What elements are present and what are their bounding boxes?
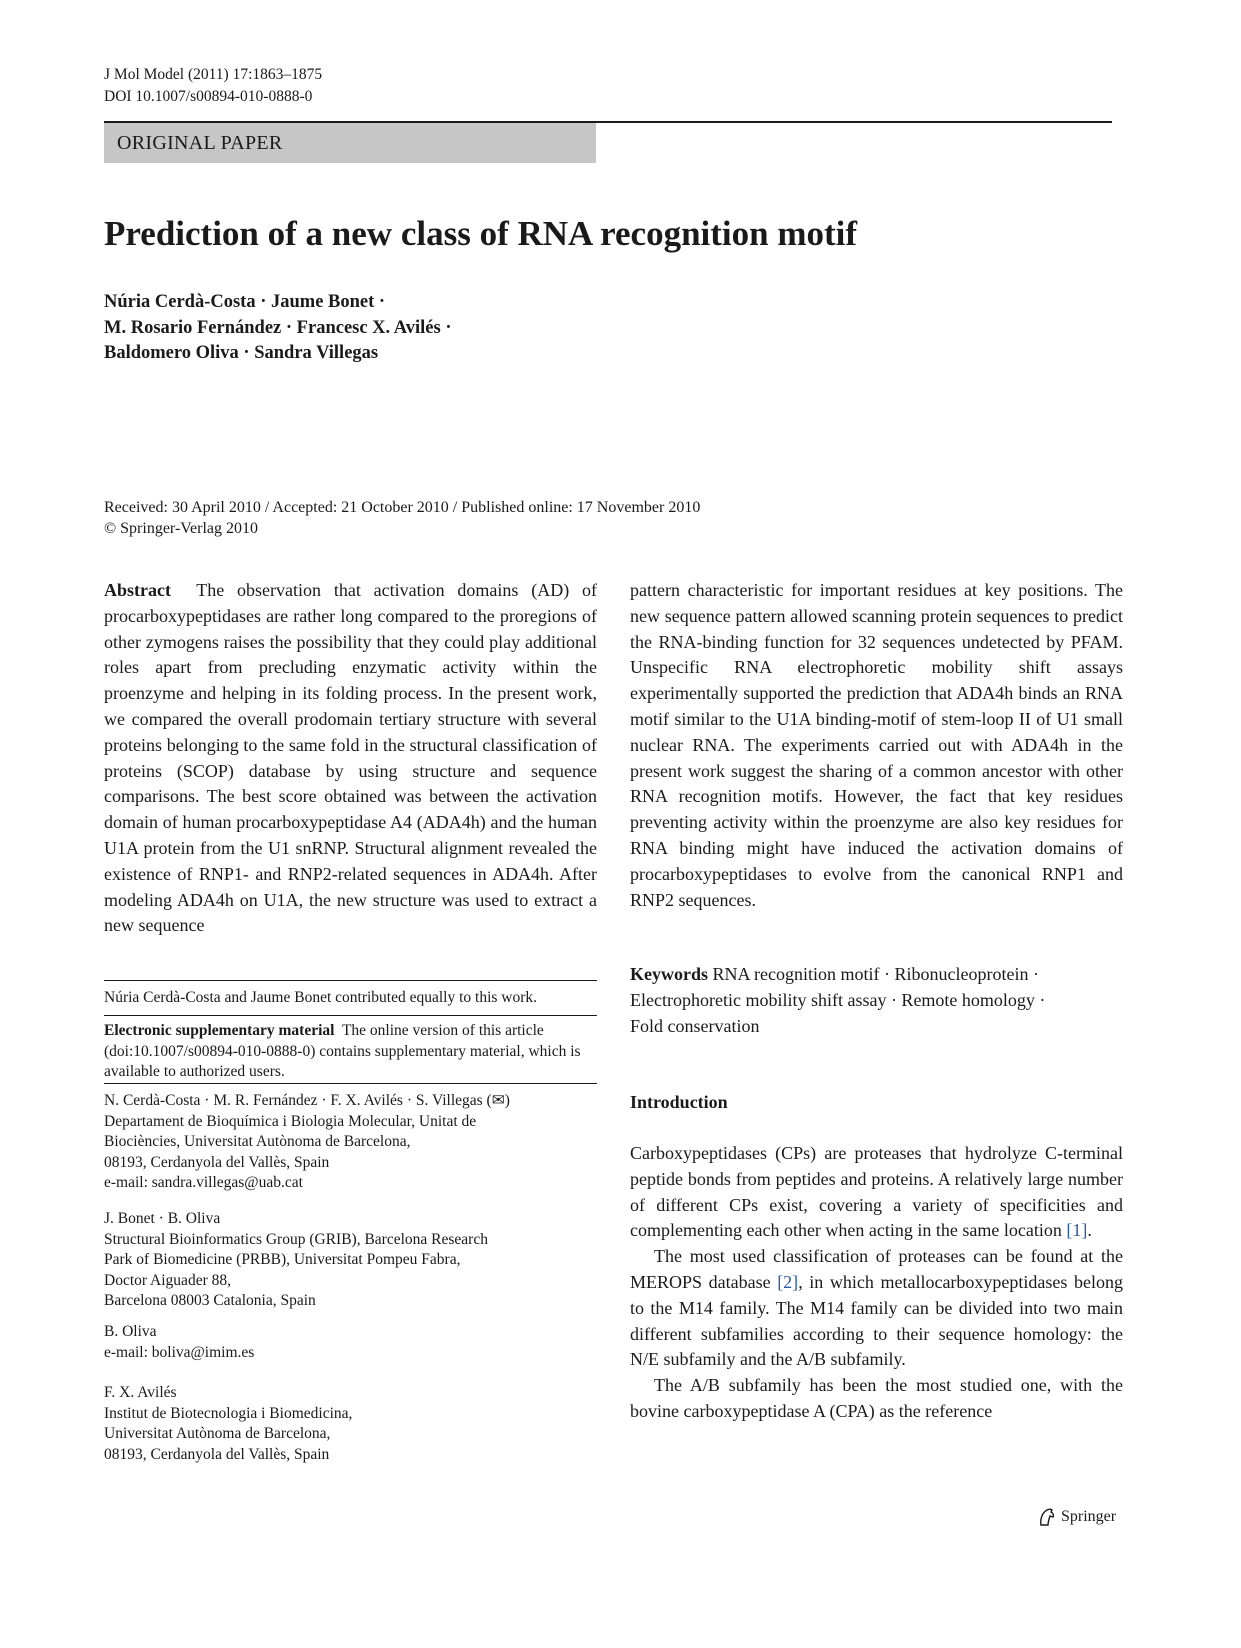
affiliation-line: Institut de Biotecnologia i Biomedicina,	[104, 1404, 353, 1422]
abstract-left	[104, 578, 597, 939]
publication-dates	[104, 497, 700, 539]
author-line: Núria Cerdà-Costa · Jaume Bonet ·	[104, 292, 386, 312]
footnote-rule	[104, 1083, 597, 1084]
springer-horse-icon	[1038, 1507, 1056, 1527]
keywords-line-2: Electrophoretic mobility shift assay · Remote homology ·	[630, 989, 1046, 1010]
intro-text: .	[1087, 1220, 1092, 1241]
journal-citation: J Mol Model (2011) 17:1863–1875	[104, 66, 323, 83]
section-label: ORIGINAL PAPER	[104, 123, 596, 163]
intro-text: Carboxypeptidases (CPs) are proteases that hydrolyze C-terminal peptide bonds from peptides and proteins. A relatively large number of different CPs exist, covering a variety of specificities and complementing each other when acting in the same location	[630, 1143, 1123, 1241]
affiliation-line: B. Oliva	[104, 1323, 157, 1340]
abstract-text-right: pattern characteristic for important residues at key positions. The new sequence pattern allowed scanning protein sequences to predict the RNA-binding function for 32 sequences undetected by PFAM. Unspecific RNA electrophoretic mobility shift assays experimentally supported the prediction that ADA4h binds an RNA motif similar to the U1A binding-motif of stem-loop II of U1 small nuclear RNA. The experiments carried out with ADA4h in the present work suggest the sharing of a common ancestor with other RNA recognition motifs. However, the fact that key residues preventing activity within the proenzyme are also key residues for RNA binding might have induced the activation domains of procarboxypeptidases to evolve from the canonical RNP1 and RNP2 sequences.	[630, 580, 1123, 910]
affiliation-line: 08193, Cerdanyola del Vallès, Spain	[104, 1445, 330, 1463]
email-link[interactable]: e-mail: boliva@imim.es	[104, 1343, 255, 1361]
keywords-line-1	[630, 962, 1123, 988]
paper-title: Prediction of a new class of RNA recognition motif	[104, 214, 858, 253]
publisher-logo	[1038, 1506, 1116, 1528]
affiliation-line: Departament de Bioquímica i Biologia Molecular, Unitat de	[104, 1112, 477, 1130]
keywords	[630, 962, 1123, 1039]
keywords-heading: Keywords	[630, 964, 708, 984]
citation-link[interactable]: [2]	[777, 1271, 799, 1292]
journal-header	[104, 64, 322, 108]
affiliation-line: N. Cerdà-Costa · M. R. Fernández · F. X. Avilés · S. Villegas (✉)	[104, 1092, 510, 1109]
esm-note	[104, 1021, 597, 1083]
affiliation-block	[104, 1091, 597, 1194]
author-list	[104, 290, 452, 367]
footnote-rule	[104, 1015, 597, 1016]
intro-text: The most used classification of proteases can be found at the MEROPS database	[630, 1246, 1123, 1292]
affiliation-line: J. Bonet · B. Oliva	[104, 1210, 221, 1227]
affiliation-line: Biociències, Universitat Autònoma de Barcelona,	[104, 1133, 411, 1151]
affiliation-line: F. X. Avilés	[104, 1384, 177, 1401]
affiliation-line: Barcelona 08003 Catalonia, Spain	[104, 1292, 316, 1310]
keywords-line-3: Fold conservation	[630, 1015, 760, 1036]
introduction-heading: Introduction	[630, 1092, 728, 1112]
publisher-name: Springer	[1061, 1508, 1117, 1525]
email-link[interactable]: e-mail: sandra.villegas@uab.cat	[104, 1174, 303, 1192]
introduction-body	[630, 1141, 1123, 1425]
intro-text: , in which metallocarboxypeptidases belong to the M14 family. The M14 family can be divided into two main different subfamilies according to their sequence homology: the N/E subfamily and the A/B subfamily.	[630, 1271, 1123, 1370]
equal-contribution-note: Núria Cerdà-Costa and Jaume Bonet contributed equally to this work.	[104, 989, 538, 1006]
affiliation-line: Park of Biomedicine (PRBB), Universitat Pompeu Fabra,	[104, 1251, 461, 1269]
copyright-line: © Springer-Verlag 2010	[104, 520, 259, 537]
abstract-text-left: The observation that activation domains (AD) of procarboxypeptidases are rather long compared to the proregions of other zymogens raises the possibility that they could play additional roles apart from precluding enzymatic activity within the proenzyme and helping in its folding process. In the present work, we compared the overall prodomain tertiary structure with several proteins belonging to the same fold in the structural classification of proteins (SCOP) database by using structure and sequence comparisons. The best score obtained was between the activation domain of human procarboxypeptidase A4 (ADA4h) and the human U1A protein from the U1 snRNP. Structural alignment revealed the existence of RNP1- and RNP2-related sequences in ADA4h. After modeling ADA4h on U1A, the new structure was used to extract a new sequence	[104, 580, 597, 936]
esm-heading: Electronic supplementary material	[104, 1022, 335, 1039]
affiliation-block	[104, 1383, 597, 1465]
affiliation-block	[104, 1322, 597, 1363]
author-line: Baldomero Oliva · Sandra Villegas	[104, 343, 379, 363]
abstract-paragraph	[104, 578, 597, 939]
affiliation-block	[104, 1209, 597, 1312]
affiliation-line: Universitat Autònoma de Barcelona,	[104, 1425, 331, 1443]
dates-line: Received: 30 April 2010 / Accepted: 21 October 2010 / Published online: 17 November 2010	[104, 499, 701, 516]
doi: DOI 10.1007/s00894-010-0888-0	[104, 88, 313, 105]
affiliation-line: Doctor Aiguader 88,	[104, 1271, 231, 1289]
keyword-text: RNA recognition motif · Ribonucleoprotein ·	[712, 964, 1039, 984]
esm-text: The online version of this article (doi:10.1007/s00894-010-0888-0) contains supplementary material, which is available to authorized users.	[104, 1022, 581, 1081]
intro-paragraph-2	[630, 1244, 1123, 1373]
author-line: M. Rosario Fernández · Francesc X. Avilés ·	[104, 317, 452, 338]
abstract-right	[630, 578, 1123, 913]
intro-paragraph-1	[630, 1141, 1123, 1244]
citation-link[interactable]: [1]	[1066, 1220, 1088, 1241]
abstract-heading: Abstract	[104, 580, 171, 600]
affiliation-line: Structural Bioinformatics Group (GRIB), Barcelona Research	[104, 1230, 488, 1248]
affiliation-line: 08193, Cerdanyola del Vallès, Spain	[104, 1153, 330, 1171]
footnote-rule	[104, 980, 597, 981]
intro-paragraph-3: The A/B subfamily has been the most studied one, with the bovine carboxypeptidase A (CPA) as the reference	[630, 1375, 1123, 1421]
